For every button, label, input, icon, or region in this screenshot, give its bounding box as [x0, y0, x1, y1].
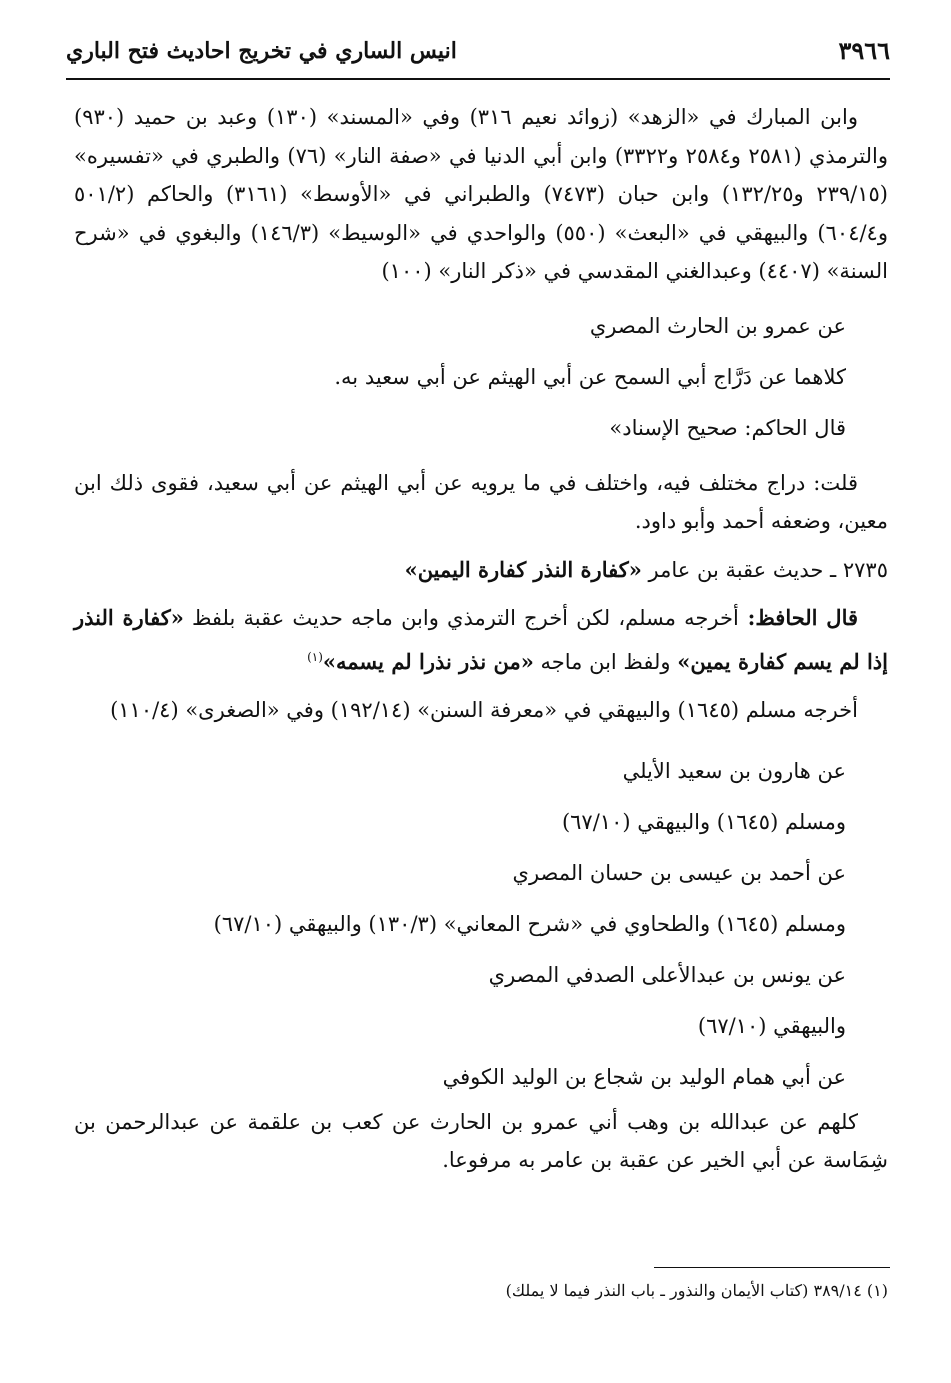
source-line: والبيهقي (٦٧/١٠)	[697, 1013, 846, 1038]
author-comment: قلت: دراج مختلف فيه، واختلف في ما يرويه عن أبي الهيثم عن أبي سعيد، فقوى ذلك ابن معين، وضعفه أحمد وأبو داود.	[74, 470, 888, 533]
footnote-marker: (١)	[307, 649, 323, 664]
hadith-number: ٢٧٣٥ ـ حديث عقبة بن عامر	[641, 557, 888, 582]
source-line: ومسلم (١٦٤٥) والبيهقي (٦٧/١٠)	[561, 809, 846, 834]
footnote-rule	[654, 1267, 890, 1268]
narrator-line: عن أحمد بن عيسى بن حسان المصري	[512, 860, 846, 885]
narrator-line: عن أبي همام الوليد بن شجاع بن الوليد الكوفي	[442, 1064, 846, 1089]
hafiz-text: ولفظ ابن ماجه	[533, 649, 678, 674]
narrator-line: عن هارون بن سعيد الأيلي	[622, 758, 846, 783]
hadith-wording: «كفارة النذر إذا لم يسم كفارة يمين»	[74, 605, 888, 674]
source-line: ومسلم (١٦٤٥) والطحاوي في «شرح المعاني» (١٣٠/٣) والبيهقي (٦٧/١٠)	[213, 911, 846, 936]
page-number: ٣٩٦٦	[838, 36, 890, 65]
isnad-paragraph: كلهم عن عبدالله بن وهب أني عمرو بن الحارث عن كعب بن علقمة عن عبدالرحمن بن شِمَاسة عن أبي الخير عن عقبة بن عامر به مرفوعا.	[74, 1109, 888, 1172]
hadith-heading	[74, 551, 888, 590]
hadith-title: «كفارة النذر كفارة اليمين»	[404, 556, 642, 582]
paragraph-takhrij: أخرجه مسلم (١٦٤٥) والبيهقي في «معرفة السنن» (١٩٢/١٤) وفي «الصغرى» (١١٠/٤)	[110, 698, 858, 722]
hafiz-quote	[74, 599, 888, 681]
body-text	[74, 98, 888, 1180]
hakim-quote: قال الحاكم: صحيح الإسناد»	[609, 415, 846, 440]
running-header	[66, 36, 890, 74]
narrator-line: عن يونس بن عبدالأعلى الصدفي المصري	[488, 962, 846, 987]
paragraph-takhrij: وابن المبارك في «الزهد» (زوائد نعيم ٣١٦) وفي «المسند» (١٣٠) وعبد بن حميد (٩٣٠) والترمذي (٢٥٨١ و٢٥٨٤ و٣٣٢٢) وابن أبي الدنيا في «صفة النار» (٧٦) والطبري في «تفسيره» (٢٣٩/١٥ و١٣٢/٢٥) وابن حبان (٧٤٧٣) والطبراني في «الأوسط» (٣١٦١) والحاكم (٥٠١/٢ و٦٠٤/٤) والبيهقي في «البعث» (٥٥٠) والواحدي في «الوسيط» (١٤٦/٣) والبغوي في «شرح السنة» (٤٤٠٧) وعبدالغني المقدسي في «ذكر النار» (١٠٠)	[74, 105, 889, 283]
footnote: (١) ٣٨٩/١٤ (كتاب الأيمان والنذور ـ باب النذر فيما لا يملك)	[505, 1281, 888, 1300]
narrator-line: كلاهما عن دَرَّاج أبي السمح عن أبي الهيثم عن أبي سعيد به.	[334, 364, 846, 389]
header-rule	[66, 78, 890, 80]
ibn-majah-wording: «من نذر نذرا لم يسمه»	[322, 648, 534, 674]
book-title: انيس الساري في تخريج احاديث فتح الباري	[66, 38, 457, 64]
hafiz-label: قال الحافظ:	[738, 605, 859, 630]
narrator-line: عن عمرو بن الحارث المصري	[589, 313, 846, 338]
hafiz-text: أخرجه مسلم، لكن أخرج الترمذي وابن ماجه حديث عقبة بلفظ	[183, 606, 739, 630]
